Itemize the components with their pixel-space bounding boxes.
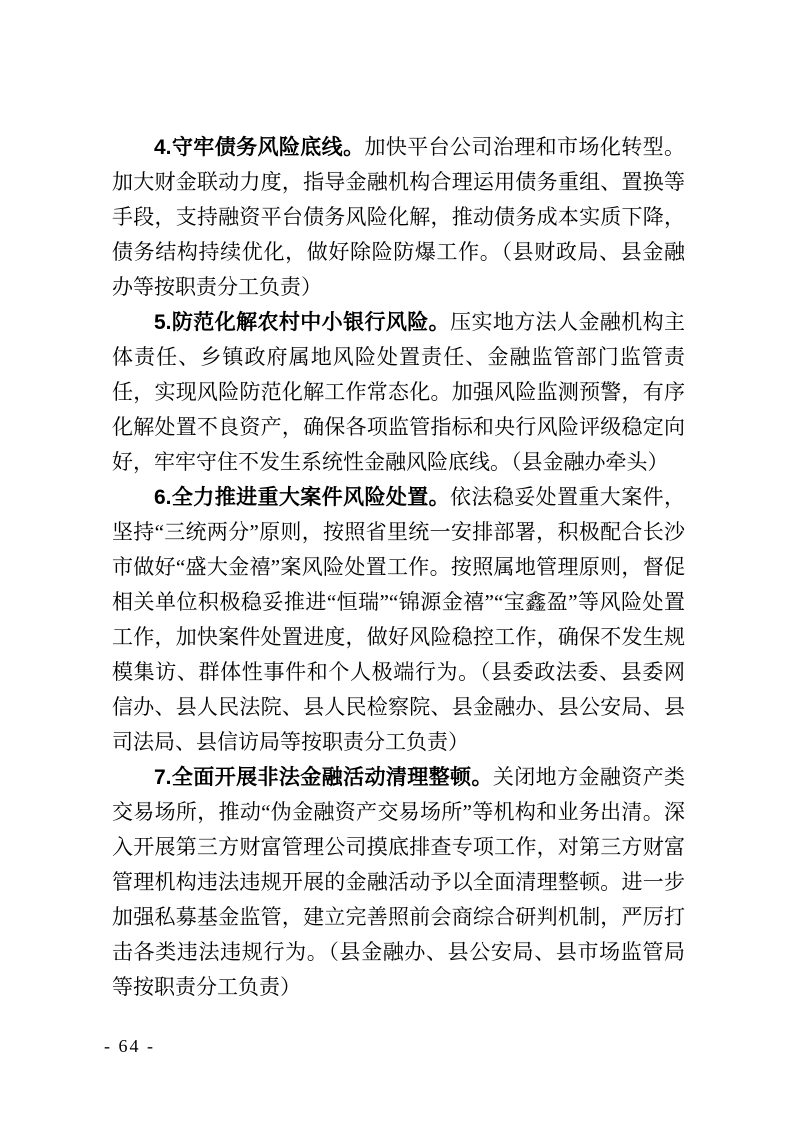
paragraph-heading: 4.守牢债务风险底线。: [154, 136, 365, 159]
paragraph-body: 加快平台公司治理和市场化转型。加大财金联动力度，指导金融机构合理运用债务重组、置换等手段，支持融资平台债务风险化解，推动债务成本实质下降，债务结构持续优化，做好除险防爆工作。（县财政局、县金融办等按职责分工负责）: [112, 135, 686, 299]
paragraph-item-6: [112, 480, 685, 760]
page-number: - 64 -: [104, 1036, 155, 1056]
paragraph-body: 压实地方法人金融机构主体责任、乡镇政府属地风险处置责任、金融监管部门监管责任，实现风险防范化解工作常态化。加强风险监测预警，有序化解处置不良资产，确保各项监管指标和央行风险评级稳定向好，牢牢守住不发生系统性金融风险底线。（县金融办牵头）: [112, 310, 685, 474]
paragraph-item-5: [112, 305, 685, 480]
paragraph-heading: 5.防范化解农村中小银行风险。: [154, 311, 451, 334]
paragraph-heading: 7.全面开展非法金融活动清理整顿。: [154, 766, 493, 789]
paragraph-item-4: [112, 130, 685, 305]
paragraph-body: 关闭地方金融资产类交易场所，推动“伪金融资产交易场所”等机构和业务出清。深入开展第三方财富管理公司摸底排查专项工作，对第三方财富管理机构违法违规开展的金融活动予以全面清理整顿。进一步加强私募基金监管，建立完善照前会商综合研判机制，严厉打击各类违法违规行为。（县金融办、县公安局、县市场监管局等按职责分工负责）: [112, 765, 686, 999]
paragraph-body: 依法稳妥处置重大案件，坚持“三统两分”原则，按照省里统一安排部署，积极配合长沙市做好“盛大金禧”案风险处置工作。按照属地管理原则，督促相关单位积极稳妥推进“恒瑞”“锦源金禧”“宝鑫盈”等风险处置工作，加快案件处置进度，做好风险稳控工作，确保不发生规模集访、群体性事件和个人极端行为。（县委政法委、县委网信办、县人民法院、县人民检察院、县金融办、县公安局、县司法局、县信访局等按职责分工负责）: [112, 485, 685, 754]
document-text-block: [112, 130, 685, 1005]
paragraph-heading: 6.全力推进重大案件风险处置。: [154, 486, 451, 509]
paragraph-item-7: [112, 760, 685, 1005]
